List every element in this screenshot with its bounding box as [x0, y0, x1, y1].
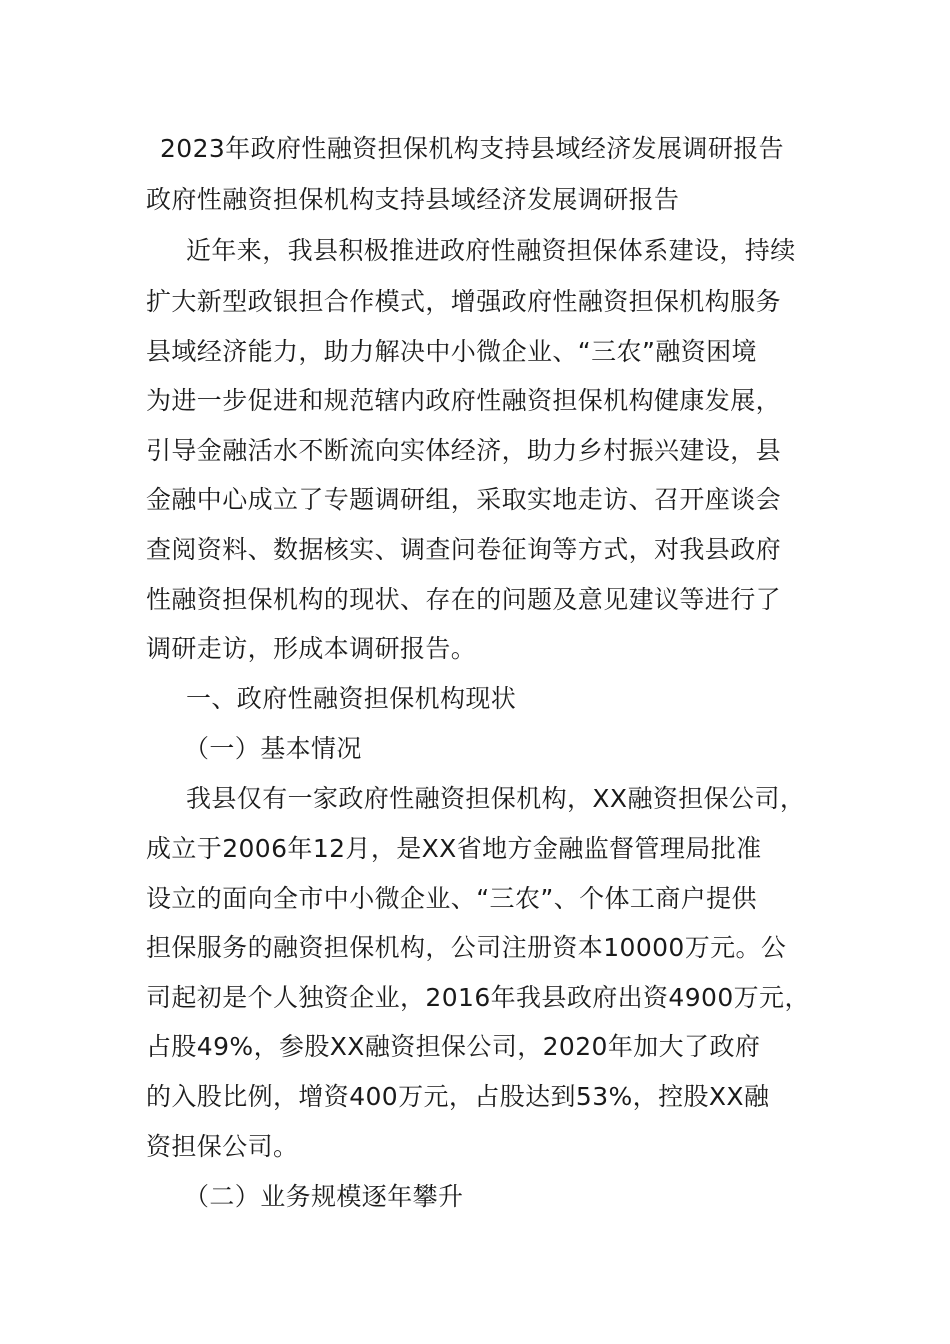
- document-subtitle: 政府性融资担保机构支持县域经济发展调研报告: [146, 185, 680, 214]
- subsection-1-line-1: 我县仅有一家政府性融资担保机构，XX融资担保公司，: [186, 784, 806, 813]
- section-1-heading: 一、政府性融资担保机构现状: [186, 684, 517, 713]
- subsection-1-line-6: 占股49%，参股XX融资担保公司，2020年加大了政府: [146, 1032, 761, 1061]
- intro-line-3: 县域经济能力，助力解决中小微企业、“三农”融资困境: [146, 337, 757, 366]
- subsection-1-line-4: 担保服务的融资担保机构，公司注册资本10000万元。公: [146, 933, 787, 962]
- subsection-1-line-7: 的入股比例，增资400万元，占股达到53%，控股XX融: [146, 1082, 770, 1111]
- intro-line-5: 引导金融活水不断流向实体经济，助力乡村振兴建设，县: [146, 436, 782, 465]
- intro-line-4: 为进一步促进和规范辖内政府性融资担保机构健康发展，: [146, 386, 782, 415]
- subsection-2-heading: （二）业务规模逐年攀升: [184, 1182, 464, 1211]
- subsection-1-line-2: 成立于2006年12月，是XX省地方金融监督管理局批准: [146, 834, 762, 863]
- subsection-1-line-8: 资担保公司。: [146, 1132, 299, 1161]
- document-title: 2023年政府性融资担保机构支持县域经济发展调研报告: [160, 134, 785, 163]
- subsection-1-line-3: 设立的面向全市中小微企业、“三农”、个体工商户提供: [146, 884, 757, 913]
- intro-line-7: 查阅资料、数据核实、调查问卷征询等方式，对我县政府: [146, 535, 782, 564]
- intro-line-2: 扩大新型政银担合作模式，增强政府性融资担保机构服务: [146, 287, 782, 316]
- subsection-1-line-5: 司起初是个人独资企业，2016年我县政府出资4900万元，: [146, 983, 810, 1012]
- intro-line-8: 性融资担保机构的现状、存在的问题及意见建议等进行了: [146, 585, 782, 614]
- intro-line-6: 金融中心成立了专题调研组，采取实地走访、召开座谈会: [146, 485, 782, 514]
- intro-line-9: 调研走访，形成本调研报告。: [146, 634, 477, 663]
- intro-line-1: 近年来，我县积极推进政府性融资担保体系建设，持续: [186, 236, 796, 265]
- subsection-1-heading: （一）基本情况: [184, 734, 362, 763]
